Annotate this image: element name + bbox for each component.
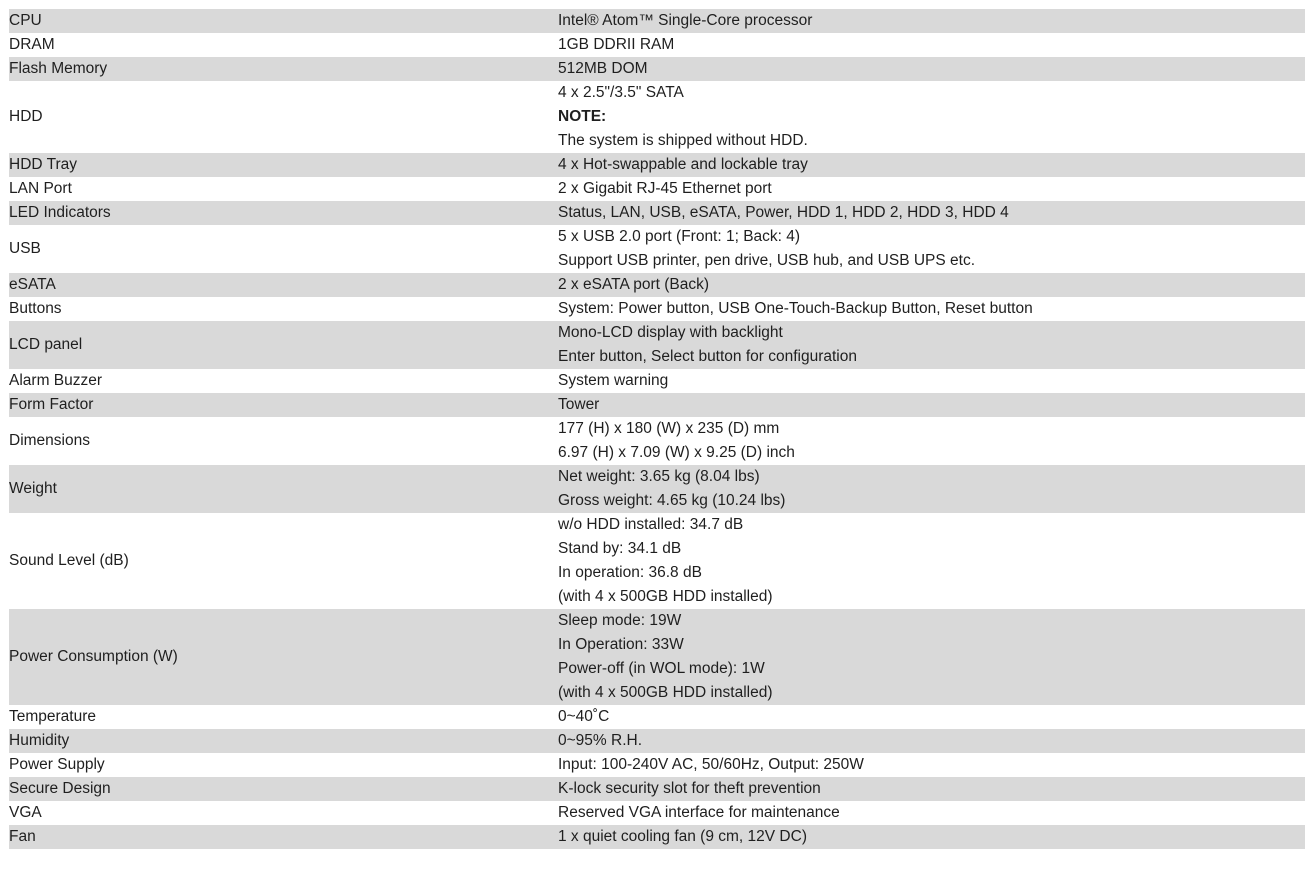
spec-label-cell	[9, 417, 558, 465]
spec-row	[9, 801, 1305, 825]
spec-value-cell	[558, 321, 1305, 369]
spec-label: HDD	[9, 108, 43, 125]
spec-label-cell	[9, 609, 558, 705]
spec-row	[9, 9, 1305, 33]
spec-value-cell	[558, 57, 1305, 81]
spec-row	[9, 825, 1305, 849]
spec-value-cell	[558, 273, 1305, 297]
spec-row	[9, 753, 1305, 777]
spec-row	[9, 393, 1305, 417]
spec-value-cell	[558, 369, 1305, 393]
spec-value-line: 0~40˚C	[558, 708, 610, 725]
spec-value-line: Power-off (in WOL mode): 1W	[558, 660, 765, 677]
spec-label-cell	[9, 825, 558, 849]
spec-label: Humidity	[9, 732, 70, 749]
spec-label: Form Factor	[9, 396, 94, 413]
spec-label: VGA	[9, 804, 42, 821]
spec-row	[9, 225, 1305, 273]
spec-label-cell	[9, 153, 558, 177]
spec-label-cell	[9, 201, 558, 225]
spec-label: Power Consumption (W)	[9, 648, 178, 665]
spec-value-cell	[558, 225, 1305, 273]
spec-value-line: 2 x Gigabit RJ-45 Ethernet port	[558, 180, 772, 197]
spec-value-line: 177 (H) x 180 (W) x 235 (D) mm	[558, 420, 780, 437]
spec-row	[9, 201, 1305, 225]
spec-row	[9, 81, 1305, 153]
spec-value-cell	[558, 177, 1305, 201]
spec-row	[9, 705, 1305, 729]
spec-value-line: 5 x USB 2.0 port (Front: 1; Back: 4)	[558, 228, 801, 245]
spec-value-line: w/o HDD installed: 34.7 dB	[558, 516, 744, 533]
spec-row	[9, 33, 1305, 57]
spec-label-cell	[9, 273, 558, 297]
spec-label: HDD Tray	[9, 156, 78, 173]
spec-row	[9, 513, 1305, 609]
spec-value-cell	[558, 777, 1305, 801]
spec-value-cell	[558, 729, 1305, 753]
spec-label-cell	[9, 225, 558, 273]
spec-label-cell	[9, 369, 558, 393]
spec-label: Sound Level (dB)	[9, 552, 129, 569]
spec-value-line: (with 4 x 500GB HDD installed)	[558, 684, 773, 701]
spec-value-cell	[558, 33, 1305, 57]
spec-value-cell	[558, 297, 1305, 321]
spec-label: Dimensions	[9, 432, 90, 449]
spec-label: Secure Design	[9, 780, 111, 797]
spec-value-line: Mono-LCD display with backlight	[558, 324, 783, 341]
spec-value-line: Support USB printer, pen drive, USB hub, and USB UPS etc.	[558, 252, 975, 269]
spec-value-line: The system is shipped without HDD.	[558, 132, 808, 149]
spec-label: CPU	[9, 12, 42, 29]
spec-value-line: Intel® Atom™ Single-Core processor	[558, 12, 813, 29]
spec-row	[9, 273, 1305, 297]
spec-label-cell	[9, 801, 558, 825]
spec-value-line: Enter button, Select button for configuration	[558, 348, 857, 365]
spec-table	[9, 9, 1305, 849]
spec-value-cell	[558, 705, 1305, 729]
spec-value-cell	[558, 609, 1305, 705]
spec-value-line: 1 x quiet cooling fan (9 cm, 12V DC)	[558, 828, 807, 845]
spec-label: Fan	[9, 828, 36, 845]
spec-value-line: Tower	[558, 396, 600, 413]
spec-label-cell	[9, 57, 558, 81]
spec-value-line: 4 x 2.5"/3.5" SATA	[558, 84, 684, 101]
spec-value-line: System: Power button, USB One-Touch-Backup Button, Reset button	[558, 300, 1033, 317]
spec-label-cell	[9, 705, 558, 729]
spec-value-line: Status, LAN, USB, eSATA, Power, HDD 1, HDD 2, HDD 3, HDD 4	[558, 204, 1009, 221]
spec-value-line: System warning	[558, 372, 669, 389]
spec-label-cell	[9, 297, 558, 321]
spec-value-line: Sleep mode: 19W	[558, 612, 682, 629]
spec-value-cell	[558, 513, 1305, 609]
spec-value-line: 6.97 (H) x 7.09 (W) x 9.25 (D) inch	[558, 444, 795, 461]
spec-label-cell	[9, 465, 558, 513]
spec-row	[9, 57, 1305, 81]
spec-value-cell	[558, 801, 1305, 825]
spec-table-body	[9, 9, 1305, 849]
spec-row	[9, 417, 1305, 465]
spec-label: DRAM	[9, 36, 55, 53]
spec-value-cell	[558, 417, 1305, 465]
spec-label: Flash Memory	[9, 60, 108, 77]
spec-label: eSATA	[9, 276, 56, 293]
spec-value-line: 2 x eSATA port (Back)	[558, 276, 710, 293]
spec-value-line: 0~95% R.H.	[558, 732, 643, 749]
spec-value-line: In operation: 36.8 dB	[558, 564, 702, 581]
spec-label: Buttons	[9, 300, 62, 317]
spec-value-cell	[558, 9, 1305, 33]
spec-label: Power Supply	[9, 756, 105, 773]
spec-row	[9, 297, 1305, 321]
spec-value-line: Stand by: 34.1 dB	[558, 540, 682, 557]
spec-value-cell	[558, 153, 1305, 177]
spec-row	[9, 369, 1305, 393]
spec-label-cell	[9, 753, 558, 777]
spec-value-cell	[558, 81, 1305, 153]
spec-value-line: 4 x Hot-swappable and lockable tray	[558, 156, 808, 173]
spec-label: LAN Port	[9, 180, 72, 197]
spec-value-cell	[558, 753, 1305, 777]
spec-row	[9, 609, 1305, 705]
spec-value-line: (with 4 x 500GB HDD installed)	[558, 588, 773, 605]
spec-value-line: K-lock security slot for theft prevention	[558, 780, 821, 797]
spec-value-cell	[558, 393, 1305, 417]
spec-value-cell	[558, 465, 1305, 513]
spec-label-cell	[9, 9, 558, 33]
spec-label: Weight	[9, 480, 57, 497]
spec-value-cell	[558, 201, 1305, 225]
spec-note-heading: NOTE:	[558, 108, 607, 125]
spec-label-cell	[9, 729, 558, 753]
spec-value-line: Reserved VGA interface for maintenance	[558, 804, 840, 821]
spec-label-cell	[9, 393, 558, 417]
spec-value-line: Input: 100-240V AC, 50/60Hz, Output: 250W	[558, 756, 864, 773]
spec-label-cell	[9, 33, 558, 57]
spec-label: Alarm Buzzer	[9, 372, 103, 389]
spec-row	[9, 153, 1305, 177]
spec-label: LED Indicators	[9, 204, 111, 221]
spec-label-cell	[9, 177, 558, 201]
spec-value-cell	[558, 825, 1305, 849]
spec-row	[9, 177, 1305, 201]
spec-label-cell	[9, 513, 558, 609]
spec-label: LCD panel	[9, 336, 83, 353]
spec-value-line: 1GB DDRII RAM	[558, 36, 675, 53]
spec-value-line: Net weight: 3.65 kg (8.04 lbs)	[558, 468, 760, 485]
spec-row	[9, 321, 1305, 369]
spec-row	[9, 729, 1305, 753]
spec-label: Temperature	[9, 708, 97, 725]
spec-label-cell	[9, 777, 558, 801]
spec-row	[9, 777, 1305, 801]
spec-label-cell	[9, 81, 558, 153]
spec-value-line: In Operation: 33W	[558, 636, 684, 653]
spec-value-line: 512MB DOM	[558, 60, 648, 77]
spec-label: USB	[9, 240, 41, 257]
spec-value-line: Gross weight: 4.65 kg (10.24 lbs)	[558, 492, 786, 509]
spec-row	[9, 465, 1305, 513]
spec-label-cell	[9, 321, 558, 369]
